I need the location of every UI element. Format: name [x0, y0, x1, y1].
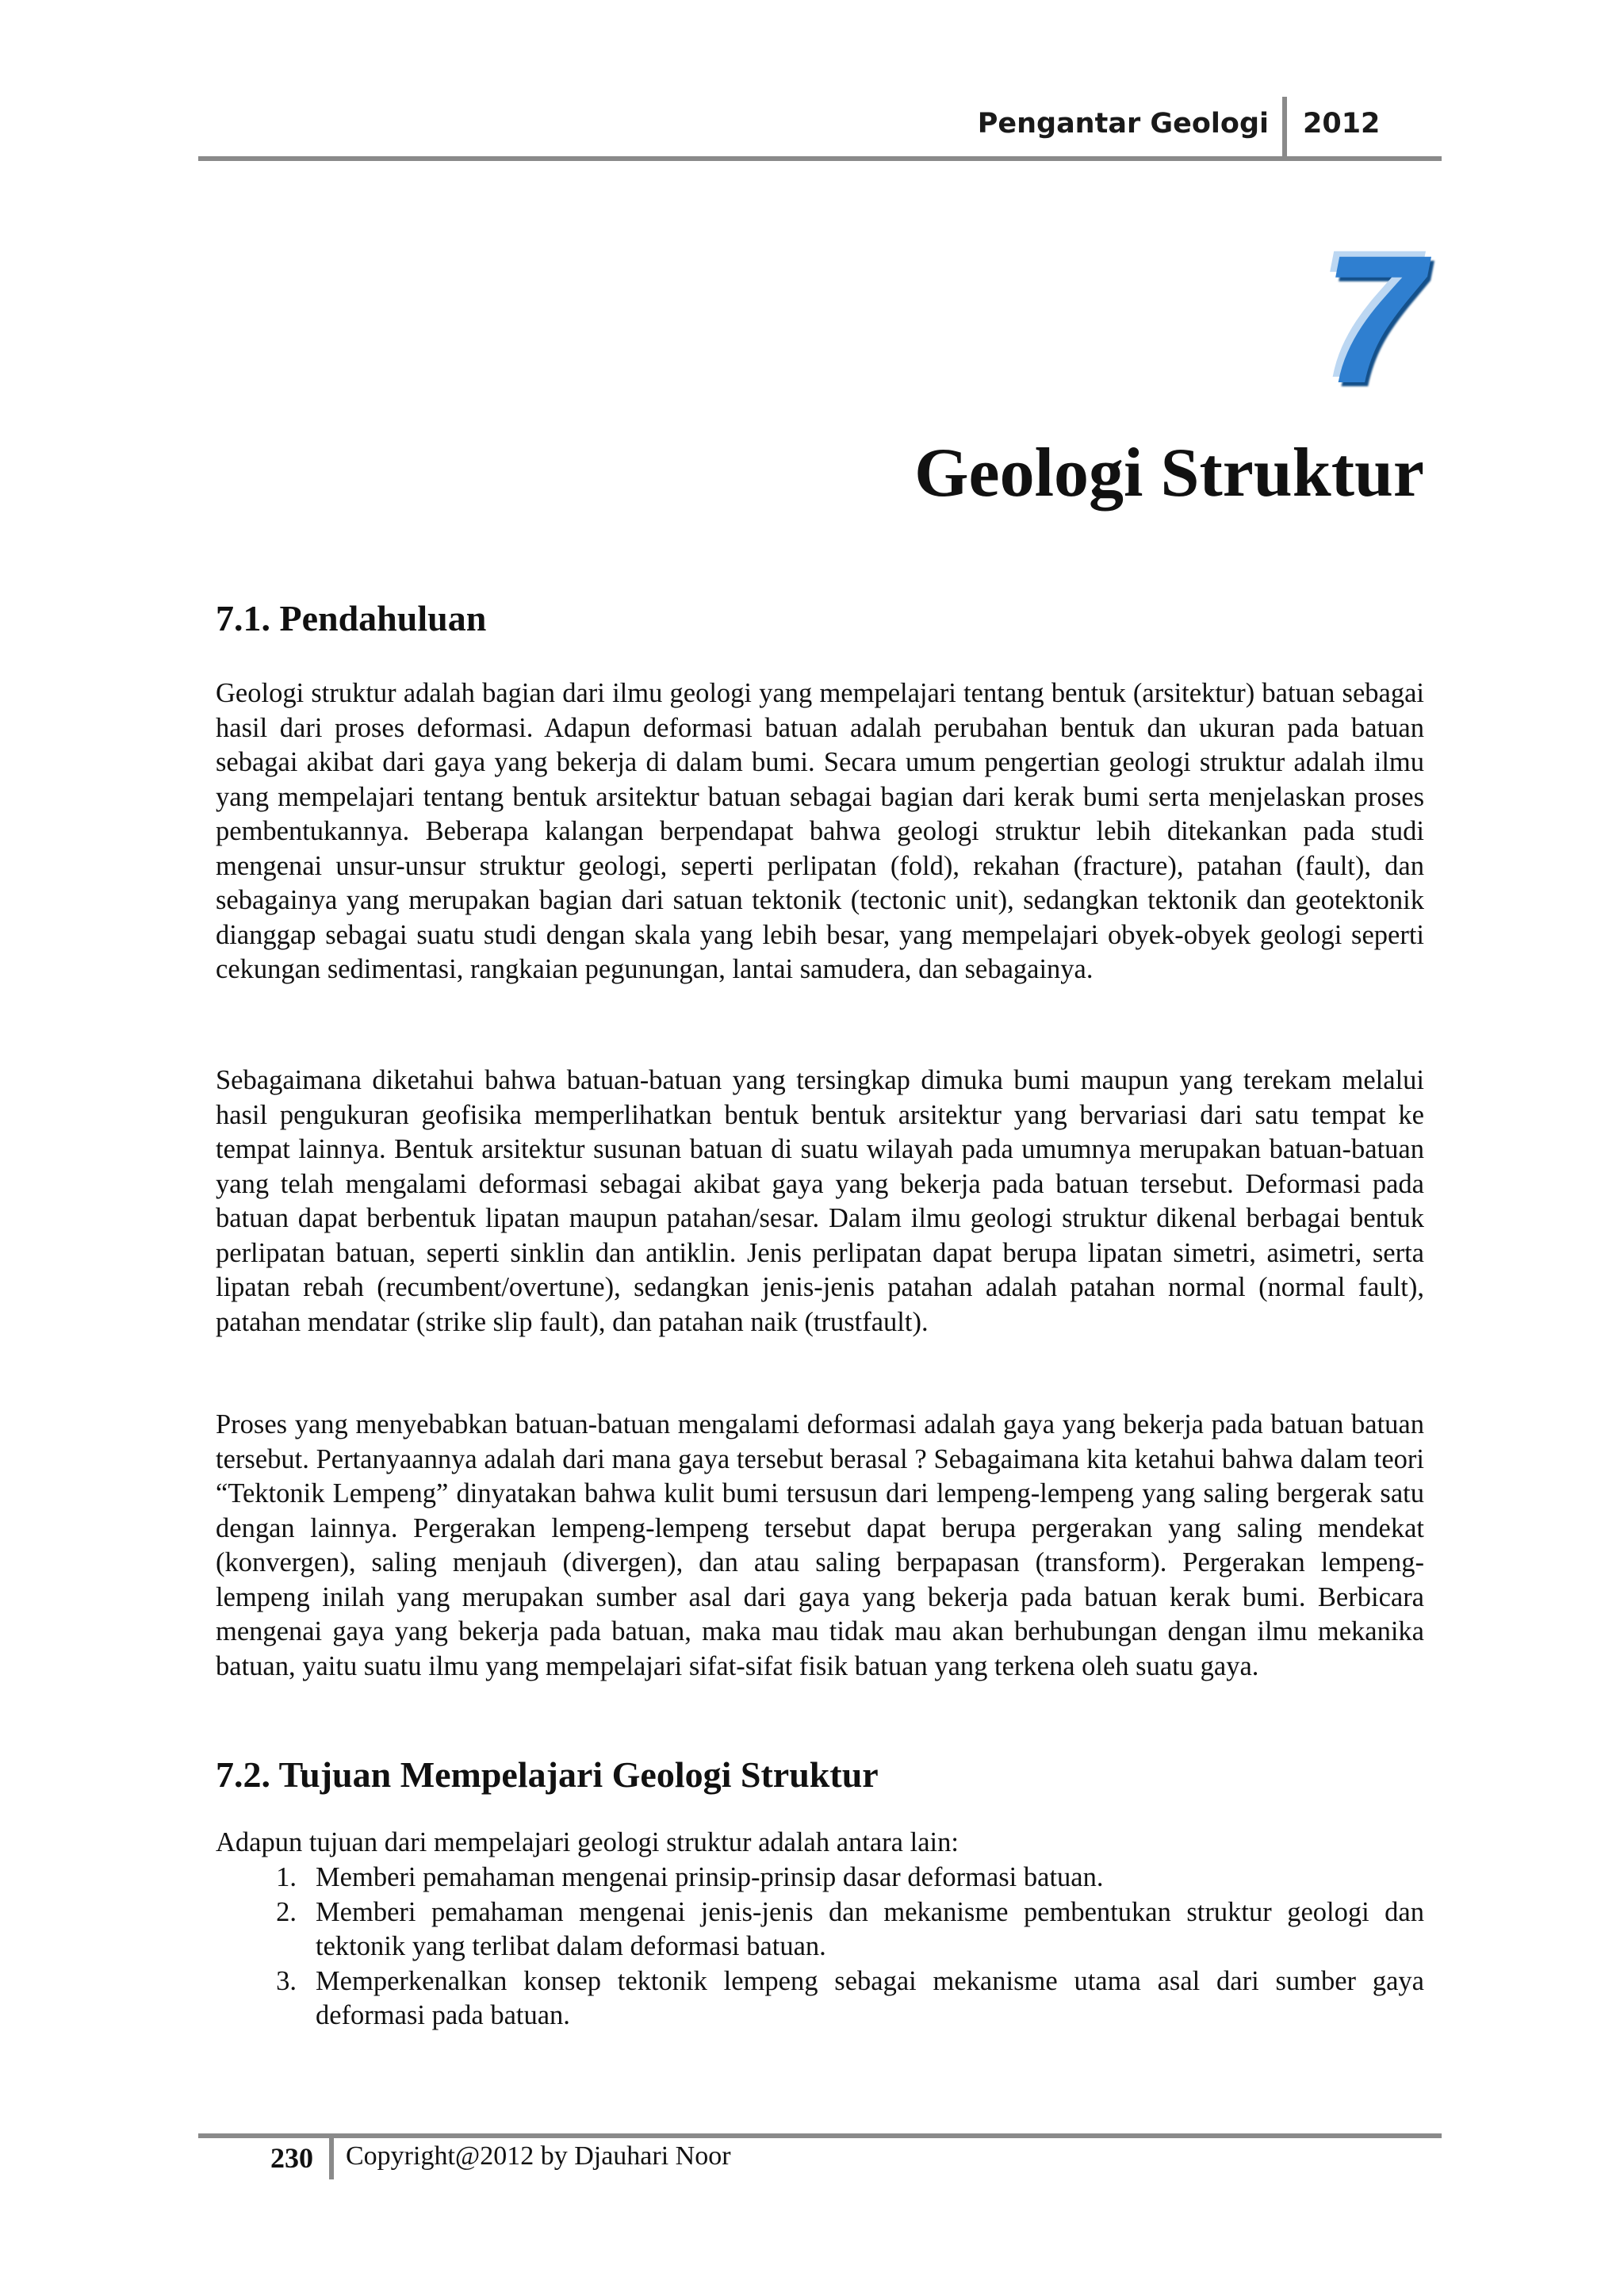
list-item-text: Memberi pemahaman mengenai jenis-jenis dan mekanisme pembentukan struktur geologi dan tektonik yang terlibat dalam deformasi batuan. — [316, 1896, 1424, 1961]
copyright-notice: Copyright@2012 by Djauhari Noor — [346, 2141, 731, 2171]
footer-rule — [198, 2133, 1442, 2138]
running-header-title: Pengantar Geologi — [977, 108, 1269, 140]
list-item-text: Memperkenalkan konsep tektonik lempeng sebagai mekanisme utama asal dari sumber gaya deformasi pada batuan. — [316, 1965, 1424, 2030]
header-rule — [198, 156, 1442, 161]
goals-list — [216, 1861, 1424, 2033]
paragraph: Proses yang menyebabkan batuan-batuan mengalami deformasi adalah gaya yang bekerja pada batuan batuan tersebut. Pertanyaannya adalah dari mana gaya tersebut berasal ? Sebagaimana kita ketahui bahwa dalam teori “Tektonik Lempeng” dinyatakan bahwa kulit bumi tersusun dari lempeng-lempeng yang saling bergerak satu dengan lainnya. Pergerakan lempeng-lempeng tersebut dapat berupa pergerakan yang saling mendekat (konvergen), saling menjauh (divergen), dan atau saling berpapasan (transform). Pergerakan lempeng-lempeng inilah yang merupakan sumber asal dari gaya yang bekerja pada batuan kerak bumi. Berbicara mengenai gaya yang bekerja pada batuan, maka mau tidak mau akan berhubungan dengan ilmu mekanika batuan, yaitu suatu ilmu yang mempelajari sifat-sifat fisik batuan yang terkena oleh suatu gaya. — [216, 1409, 1424, 1681]
list-item — [216, 1861, 1424, 1895]
running-header-year: 2012 — [1303, 108, 1381, 140]
header-divider — [1282, 97, 1287, 160]
list-intro: Adapun tujuan dari mempelajari geologi struktur adalah antara lain: — [216, 1827, 959, 1857]
list-item-number: 1. — [276, 1862, 297, 1892]
footer-divider — [329, 2133, 334, 2179]
list-item — [216, 1964, 1424, 2033]
list-item-text: Memberi pemahaman mengenai prinsip-prinsip dasar deformasi batuan. — [316, 1862, 1104, 1892]
list-item-number: 2. — [276, 1896, 297, 1927]
chapter-title: Geologi Struktur — [914, 435, 1424, 512]
paragraph: Geologi struktur adalah bagian dari ilmu geologi yang mempelajari tentang bentuk (arsitektur) batuan sebagai hasil dari proses deformasi. Adapun deformasi batuan adalah perubahan bentuk dan ukuran pada batuan sebagai akibat dari gaya yang bekerja di dalam bumi. Secara umum pengertian geologi struktur adalah ilmu yang mempelajari tentang bentuk arsitektur batuan sebagai bagian dari kerak bumi serta menjelaskan proses pembentukannya. Beberapa kalangan berpendapat bahwa geologi struktur lebih ditekankan pada studi mengenai unsur-unsur struktur geologi, seperti perlipatan (fold), rekahan (fracture), patahan (fault), dan sebagainya yang merupakan bagian dari satuan tektonik (tectonic unit), sedangkan tektonik dan geotektonik dianggap sebagai suatu studi dengan skala yang lebih besar, yang mempelajari obyek-obyek geologi seperti cekungan sedimentasi, rangkaian pegunungan, lantai samudera, dan sebagainya. — [216, 678, 1424, 984]
section-heading-tujuan: 7.2. Tujuan Mempelajari Geologi Struktur — [216, 1754, 879, 1795]
chapter-number: 7 — [1323, 217, 1424, 421]
list-item-number: 3. — [276, 1965, 297, 1996]
paragraph: Sebagaimana diketahui bahwa batuan-batuan yang tersingkap dimuka bumi maupun yang terekam melalui hasil pengukuran geofisika memperlihatkan bentuk bentuk arsitektur yang bervariasi dari satu tempat ke tempat lainnya. Bentuk arsitektur susunan batuan di suatu wilayah pada umumnya merupakan batuan-batuan yang telah mengalami deformasi sebagai akibat gaya yang bekerja pada batuan tersebut. Deformasi pada batuan dapat berbentuk lipatan maupun patahan/sesar. Dalam ilmu geologi struktur dikenal berbagai bentuk perlipatan batuan, seperti sinklin dan antiklin. Jenis perlipatan dapat berupa lipatan simetri, asimetri, serta lipatan rebah (recumbent/overtune), sedangkan jenis-jenis patahan adalah patahan normal (normal fault), patahan mendatar (strike slip fault), dan patahan naik (trustfault). — [216, 1065, 1424, 1337]
section-heading-pendahuluan: 7.1. Pendahuluan — [216, 598, 487, 638]
page-number: 230 — [270, 2142, 313, 2174]
list-item — [216, 1895, 1424, 1964]
